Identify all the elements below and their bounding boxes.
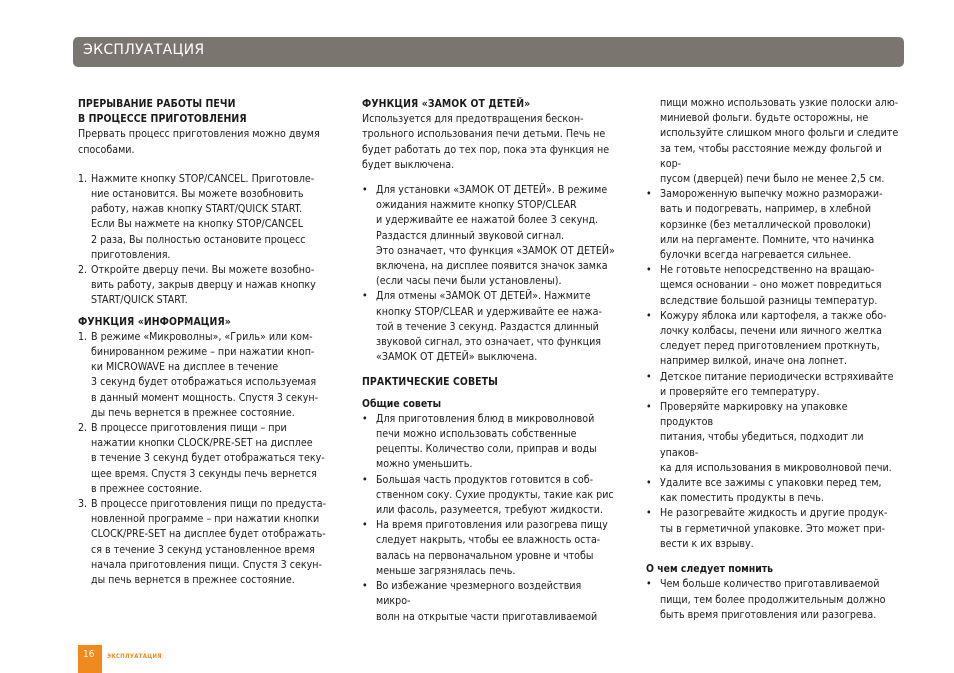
list-item: • Кожуру яблока или картофеля, а также обо- лочку колбасы, печени или яичного желтка следует перед приготовлением проткнуть, например вилкой, иначе она лопнет. [646,309,887,368]
list-item: 2. В процессе приготовления пищи – при нажатии кнопки CLOCK/PRE-SET на дисплее в течение 3 секунд будет отображаться теку- щее время. Спустя 3 секунды печь вернется в прежнее состояние. [78,422,325,495]
list-item: • Большая часть продуктов готовится в соб- ственном соку. Сухие продукты, такие как рис или фасоль, разумеется, требуют жидкости. [362,473,614,517]
list-item: • Удалите все зажимы с упаковки перед тем, как поместить продукты в печь. [646,477,882,505]
heading-tips: ПРАКТИЧЕСКИЕ СОВЕТЫ [362,376,498,389]
bullet-icon: • [362,412,368,425]
bullet-icon: • [646,264,652,277]
interrupt-list [78,172,333,309]
heading-interrupt-line2: В ПРОЦЕССЕ ПРИГОТОВЛЕНИЯ [78,113,247,126]
heading-interrupt-line1: ПРЕРЫВАНИЕ РАБОТЫ ПЕЧИ [78,98,236,110]
tips-list-continued [646,187,900,552]
bullet-icon: • [646,370,652,383]
list-item: • Замороженную выпечку можно разморажи- вать и подогревать, например, в хлебной корзинке (без металлической проволоки) или на пергаменте. Помните, что начинка булочки всегда нагревается сильнее. [646,188,883,262]
column-right [646,96,900,623]
list-item: • Для отмены «ЗАМОК ОТ ДЕТЕЙ». Нажмите кнопку STOP/CLEAR и удерживайте ее нажа- той в течение 3 секунд. Раздастся длинный звуковой сигнал, это означает, что функция «ЗАМОК ОТ ДЕТЕЙ» выключена. [362,290,602,364]
paragraph-line: способами. [78,143,135,156]
list-item: • Во избежание чрезмерного воздействия микро- волн на открытые части приготавливаемой [362,580,598,623]
bullet-icon: • [646,507,652,520]
list-item: 2. Откройте дверцу печи. Вы можете возобно- вить работу, закрыв дверцу и нажав кнопку START/QUICK START. [78,264,316,307]
list-item: • Проверяйте маркировку на упаковке продуктов питания, чтобы убедиться, подходит ли упаков- ка для использования в микроволновой печи. [646,401,892,474]
bullet-icon: • [362,519,368,532]
page-number-badge [78,645,102,673]
list-item: 1. В режиме «Микроволны», «Гриль» или ком- бинированном режиме – при нажатии кноп- ки MICROWAVE на дисплее в течение 3 секунд будет отображаться используемая в данный момент мощность. Спустя 3 секун- ды печь вернется в прежнее состояние. [78,330,319,419]
bullet-icon: • [646,578,652,591]
subheading-remember: О чем следует помнить [646,563,774,576]
section-title: ЭКСПЛУАТАЦИЯ [83,42,205,58]
list-item: • Чем больше количество приготавливаемой пищи, тем более продолжительным должно быть время приготовления или разогрева. [646,578,886,621]
bullet-icon: • [646,401,652,414]
paragraph-line: Прервать процесс приготовления можно двумя [78,128,320,141]
child-lock-list [362,183,618,365]
footer-section-label: ЭКСПЛУАТАЦИЯ [107,653,162,660]
info-list [78,330,333,588]
subheading-general-tips: Общие советы [362,397,442,410]
bullet-icon: • [362,290,368,303]
tips-list [362,412,618,625]
bullet-icon: • [362,184,368,197]
bullet-icon: • [646,188,652,201]
list-item: • Не готовьте непосредственно на вращаю- щемся основании – оно может повредиться вследствие большой разницы температур. [646,264,882,307]
heading-child-lock: ФУНКЦИЯ «ЗАМОК ОТ ДЕТЕЙ» [362,98,531,110]
column-middle: ФУНКЦИЯ «ЗАМОК ОТ ДЕТЕЙ» Используется для предотвращения бескон- трольного использования печи детьми. Печь не будет работать до тех пор, пока эта функция не будет выключена. • Для установки «ЗАМОК ОТ ДЕТЕЙ». В режиме ожидания нажмите кнопку STOP/CLEAR и удерживайте ее нажатой более 3 секунд. Раздастся длинный звуковой сигнал. Это означает, что функция «ЗАМОК ОТ ДЕТЕЙ» включена, на дисплее появится значок замка (если часы печи были установлены). • Для отмены «ЗАМОК ОТ ДЕТЕЙ». Нажмите кнопку STOP/CLEAR и удерживайте ее нажа- той в течение 3 секунд. Раздастся длинный звуковой сигнал, это означает, что функция «ЗАМОК ОТ ДЕТЕЙ» выключена. ПРАКТИЧЕСКИЕ СОВЕТЫ Общие советы • Для приготовления блюд в микроволновой печи можно использовать собственные рецепты. Количество соли, приправ и воды можно уменьшить. • Большая часть продуктов готовится в соб- ственном соку. Сухие продукты, такие как рис или фасоль, разумеется, требуют жидкости. • На время приготовления или разогрева пищу следует накрыть, чтобы ее влажность оста- валась на первоначальном уровне и чтобы меньше загрязнялась печь. • Во избежание чрезмерного воздействия микро- волн на открытые части приготавливаемой [362,97,618,625]
list-item: • Не разогревайте жидкость и другие продук- ты в герметичной упаковке. Это может при- вести к их взрыву. [646,507,888,550]
remember-list [646,577,900,623]
section-header [73,37,904,67]
column-left [78,97,333,588]
continued-paragraph: пищи можно использовать узкие полоски алю- миниевой фольги. будьте осторожны, не используйте слишком много фольги и следите за тем, чтобы расстояние между фольгой и кор- пусом (дверцей) печи было не менее 2,5 см. [660,97,899,186]
bullet-icon: • [646,309,652,322]
page-number: 16 [83,649,95,660]
heading-info: ФУНКЦИЯ «ИНФОРМАЦИЯ» [78,315,231,328]
bullet-icon: • [362,473,368,486]
bullet-icon: • [646,477,652,490]
list-item: • На время приготовления или разогрева пищу следует накрыть, чтобы ее влажность оста- валась на первоначальном уровне и чтобы меньше загрязнялась печь. [362,519,608,577]
list-item: • Детское питание периодически встряхивайте и проверяйте его температуру. [646,370,894,398]
list-item: • Для приготовления блюд в микроволновой печи можно использовать собственные рецепты. Количество соли, приправ и воды можно уменьшить. [362,412,597,471]
bullet-icon: • [362,580,368,593]
list-item: 1. Нажмите кнопку STOP/CANCEL. Приготовле- ние остановится. Вы можете возобновить работу, нажав кнопку START/QUICK START. Если Вы нажмете на кнопку STOP/CANCEL 2 раза, Вы полностью остановите процесс приготовления. [78,172,315,261]
list-item: • Для установки «ЗАМОК ОТ ДЕТЕЙ». В режиме ожидания нажмите кнопку STOP/CLEAR и удерживайте ее нажатой более 3 секунд. Раздастся длинный звуковой сигнал. Это означает, что функция «ЗАМОК ОТ ДЕТЕЙ» включена, на дисплее появится значок замка (если часы печи были установлены). [362,184,615,288]
list-item: 3. В процессе приготовления пищи по предуста- новленной программе – при нажатии кнопки CLOCK/PRE-SET на дисплее будет отображать- ся в течение 3 секунд установленное время начала приготовления пищи. Спустя 3 секун- ды печь вернется в прежнее состояние. [78,498,327,587]
